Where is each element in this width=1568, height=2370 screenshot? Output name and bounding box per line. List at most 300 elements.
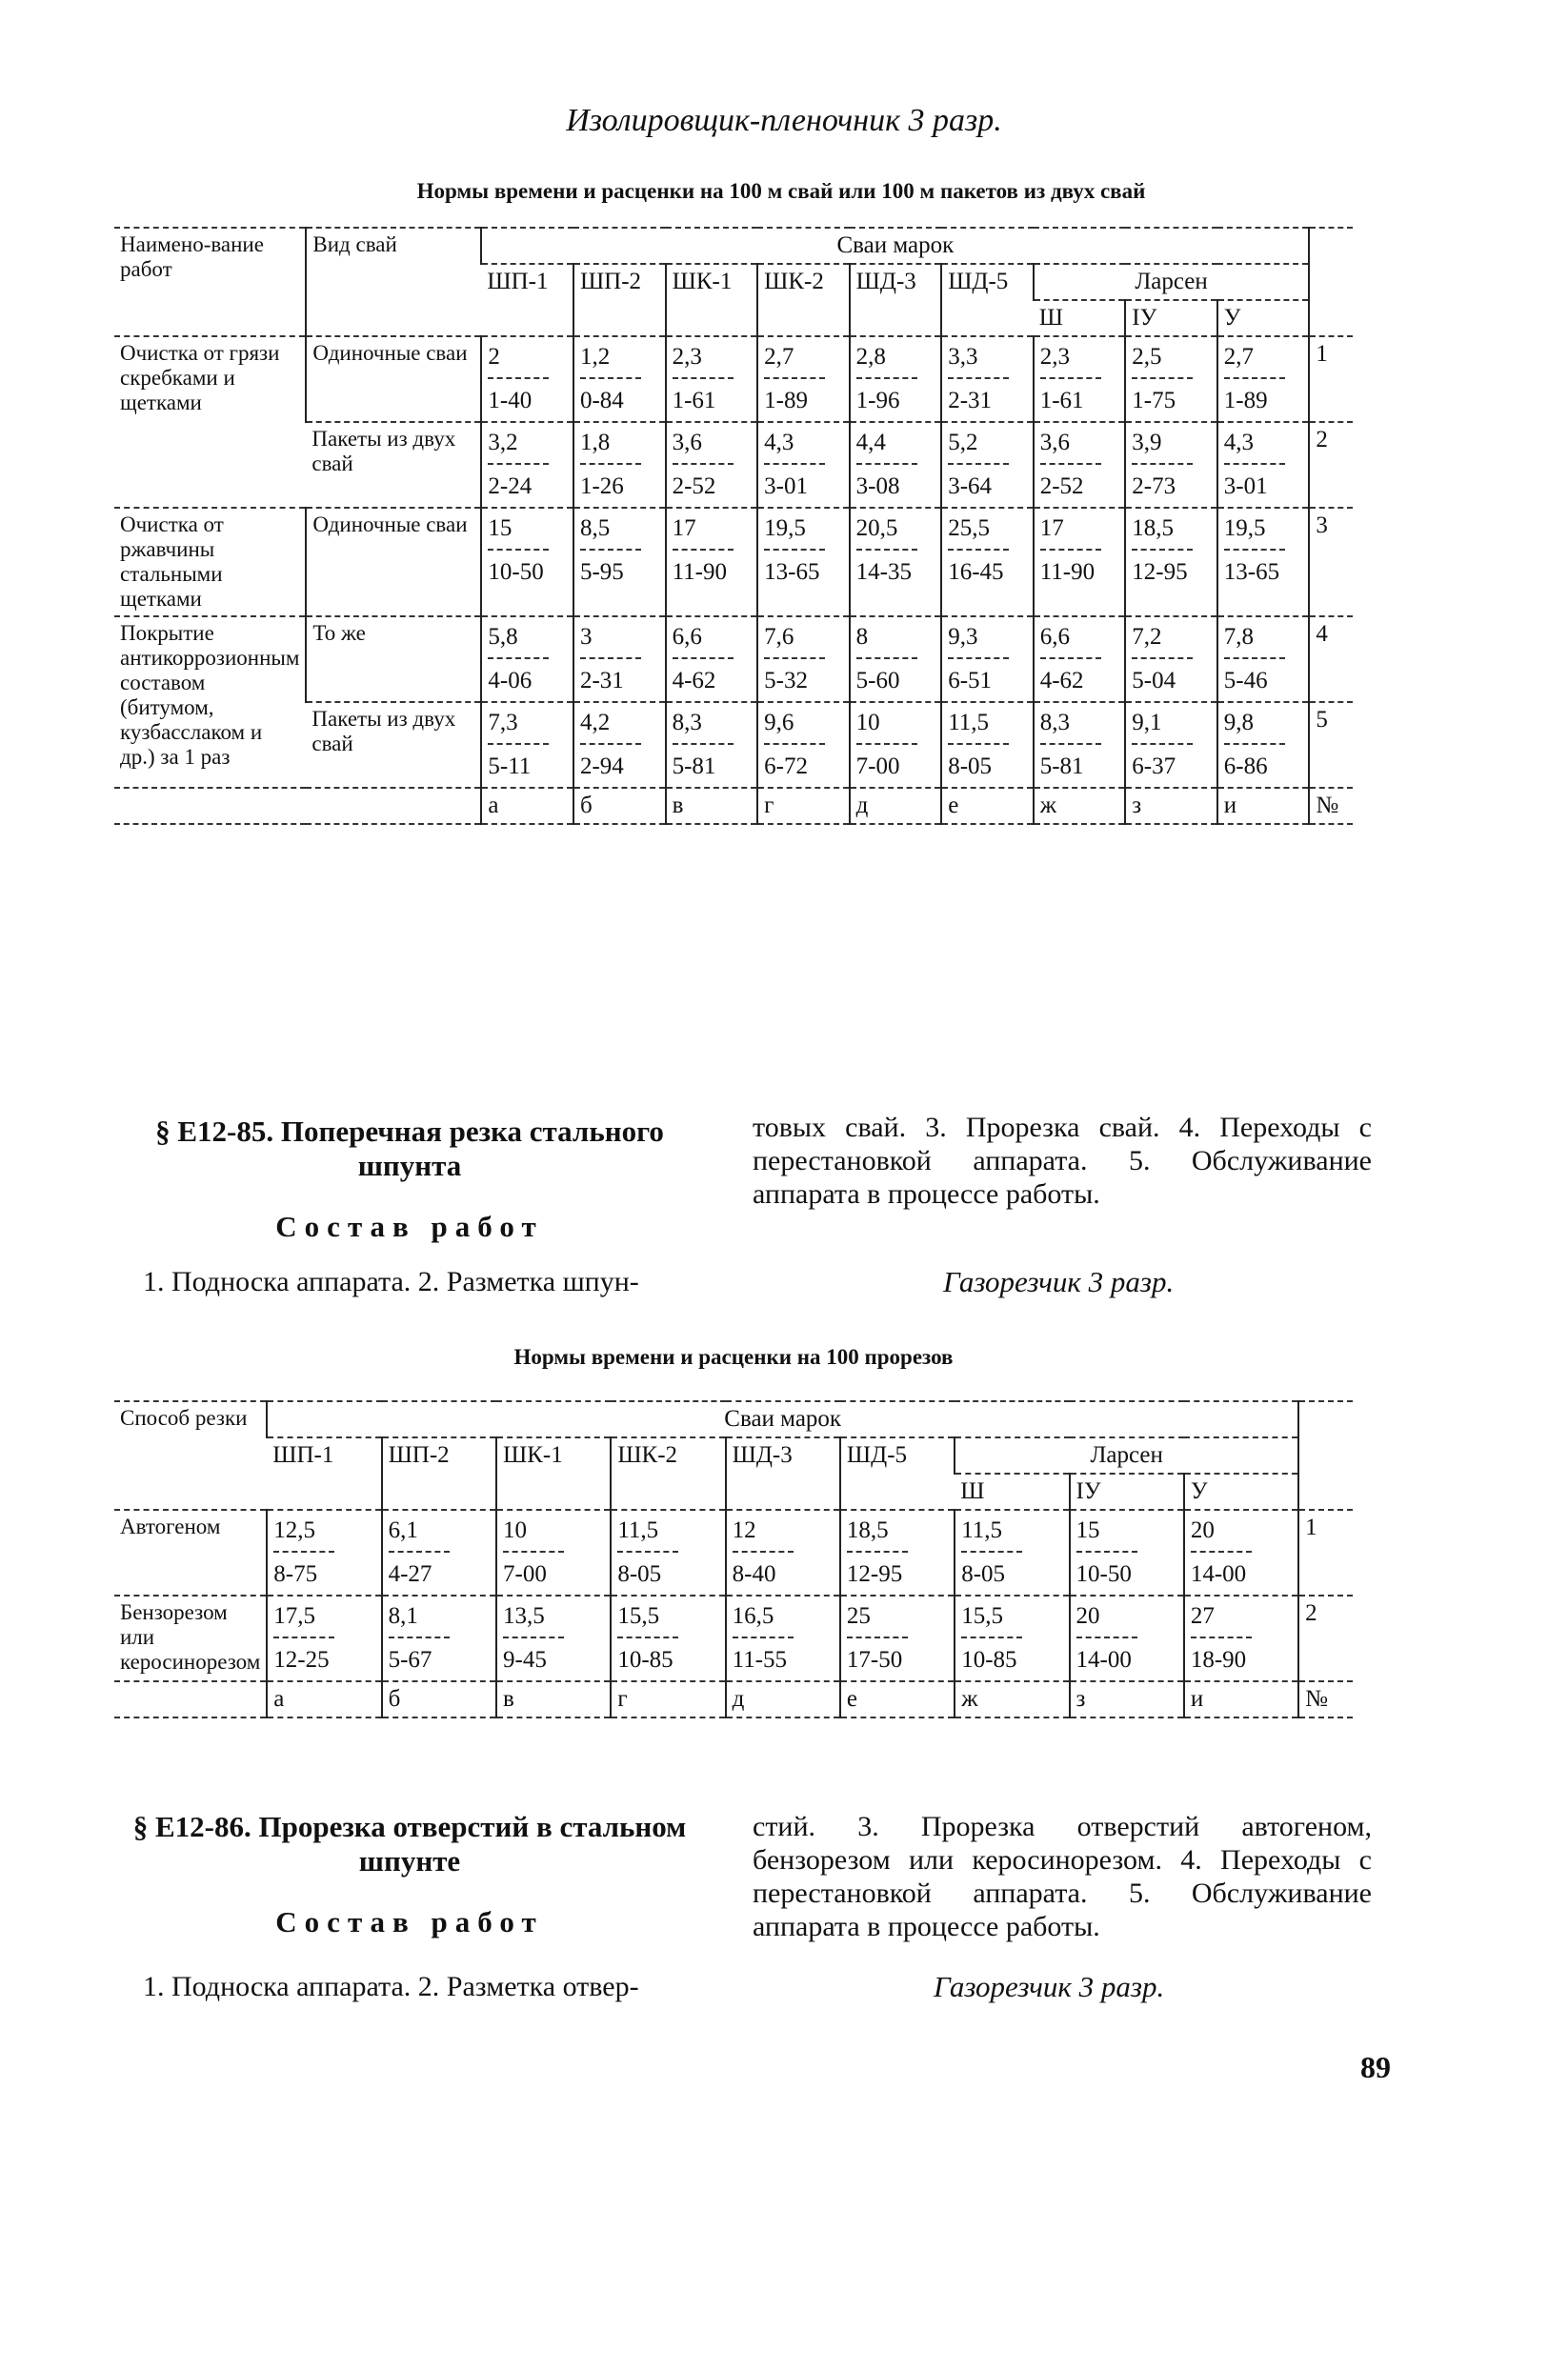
column-letter: ж xyxy=(955,1681,1069,1717)
work-name: Покрытие антикоррозионным составом (битумом, кузбасслаком и др.) за 1 раз xyxy=(114,616,306,788)
value-fraction xyxy=(948,707,1009,783)
rate: 2-31 xyxy=(948,388,993,413)
rate: 8-75 xyxy=(273,1561,318,1587)
value-cell xyxy=(1125,422,1217,508)
time-norm: 8,3 xyxy=(673,707,734,745)
rate: 4-06 xyxy=(488,668,533,693)
header-work-name: Способ резки xyxy=(114,1401,267,1510)
value-fraction xyxy=(1224,341,1285,417)
header-mark: ШК-1 xyxy=(496,1437,611,1510)
header-larsen-sub: Ш xyxy=(1034,300,1126,336)
value-cell xyxy=(1034,508,1126,616)
time-norm: 3 xyxy=(580,621,641,659)
value-fraction xyxy=(856,512,917,589)
time-norm: 15 xyxy=(1076,1515,1137,1553)
section-85-title: § Е12-85. Поперечная резка стального шпунта xyxy=(155,1115,664,1182)
section-85-composition: Состав работ xyxy=(275,1210,544,1243)
value-fraction xyxy=(389,1600,450,1677)
time-norm: 11,5 xyxy=(961,1515,1022,1553)
value-fraction xyxy=(764,427,825,503)
section-86-text-left: 1. Подноска аппарата. 2. Разметка отвер- xyxy=(143,1971,639,2002)
value-fraction xyxy=(1040,621,1101,697)
header-larsen: Ларсен xyxy=(955,1437,1298,1474)
value-fraction xyxy=(856,427,917,503)
row-number: 2 xyxy=(1298,1596,1353,1681)
time-norm: 6,1 xyxy=(389,1515,450,1553)
value-cell xyxy=(757,422,850,508)
value-fraction xyxy=(1132,427,1193,503)
rate: 5-46 xyxy=(1223,668,1268,693)
value-cell xyxy=(1125,616,1217,702)
rate: 13-65 xyxy=(764,559,820,585)
value-cell xyxy=(666,616,758,702)
column-letter: г xyxy=(611,1681,725,1717)
column-letter: д xyxy=(726,1681,840,1717)
value-cell xyxy=(573,616,666,702)
time-norm: 10 xyxy=(503,1515,564,1553)
value-fraction xyxy=(503,1515,564,1591)
time-norm: 17 xyxy=(1040,512,1101,551)
column-letter: б xyxy=(382,1681,496,1717)
column-letter: в xyxy=(496,1681,611,1717)
value-fraction xyxy=(488,707,549,783)
rate: 2-52 xyxy=(1039,473,1084,499)
rate: 2-52 xyxy=(672,473,716,499)
work-name: Очистка от грязи скребками и щетками xyxy=(114,336,306,508)
section-86-worker: Газорезчик 3 разр. xyxy=(934,1970,1165,2003)
column-letter: д xyxy=(850,788,942,824)
time-norm: 3,6 xyxy=(1040,427,1101,465)
rate: 2-73 xyxy=(1132,473,1176,499)
time-norm: 7,6 xyxy=(764,621,825,659)
rate: 5-04 xyxy=(1132,668,1176,693)
column-letter: № xyxy=(1309,788,1353,824)
header-empty xyxy=(1309,228,1353,336)
rate: 2-94 xyxy=(579,753,624,779)
value-cell xyxy=(941,508,1034,616)
column-letter: и xyxy=(1217,788,1310,824)
rate: 8-05 xyxy=(617,1561,662,1587)
value-fraction xyxy=(961,1600,1022,1677)
rate: 1-75 xyxy=(1132,388,1176,413)
rate: 11-55 xyxy=(732,1647,788,1673)
value-fraction xyxy=(856,341,917,417)
header-mark: ШП-2 xyxy=(573,264,666,336)
value-cell xyxy=(1184,1596,1298,1681)
value-fraction xyxy=(764,621,825,697)
value-cell xyxy=(726,1596,840,1681)
page-header: Изолировщик-пленочник 3 разр. xyxy=(566,103,1002,138)
time-norm: 15,5 xyxy=(961,1600,1022,1638)
time-norm: 19,5 xyxy=(1224,512,1285,551)
value-cell xyxy=(726,1510,840,1596)
time-norm: 2,8 xyxy=(856,341,917,379)
value-cell xyxy=(573,336,666,422)
rate: 8-40 xyxy=(732,1561,776,1587)
column-letter: в xyxy=(666,788,758,824)
pile-kind: Одиночные сваи xyxy=(306,336,481,422)
value-fraction xyxy=(1132,512,1193,589)
rate: 2-24 xyxy=(488,473,533,499)
rate: 11-90 xyxy=(1039,559,1096,585)
rate: 14-35 xyxy=(855,559,912,585)
column-letter: е xyxy=(941,788,1034,824)
header-mark: ШК-1 xyxy=(666,264,758,336)
section-85-text-left: 1. Подноска аппарата. 2. Разметка шпун- xyxy=(143,1266,639,1297)
time-norm: 17 xyxy=(673,512,734,551)
rate: 5-81 xyxy=(1039,753,1084,779)
time-norm: 5,2 xyxy=(948,427,1009,465)
rate: 7-00 xyxy=(855,753,900,779)
rate: 4-27 xyxy=(388,1561,432,1587)
rate: 14-00 xyxy=(1190,1561,1247,1587)
rate: 8-05 xyxy=(961,1561,1006,1587)
rate: 6-72 xyxy=(764,753,808,779)
value-cell xyxy=(941,702,1034,788)
value-fraction xyxy=(1040,707,1101,783)
value-cell xyxy=(496,1596,611,1681)
pile-kind: Пакеты из двух свай xyxy=(306,422,481,508)
row-number: 5 xyxy=(1309,702,1353,788)
section-86-composition: Состав работ xyxy=(275,1905,544,1938)
value-cell xyxy=(573,508,666,616)
value-cell xyxy=(850,702,942,788)
header-larsen-sub: ІУ xyxy=(1125,300,1217,336)
value-fraction xyxy=(617,1600,678,1677)
value-fraction xyxy=(1132,707,1193,783)
time-norm: 20,5 xyxy=(856,512,917,551)
value-cell xyxy=(1217,508,1310,616)
value-cell xyxy=(1034,336,1126,422)
header-empty xyxy=(1298,1401,1353,1510)
value-cell xyxy=(840,1510,955,1596)
header-row xyxy=(114,1437,1353,1474)
rate: 1-26 xyxy=(579,473,624,499)
value-cell xyxy=(850,336,942,422)
time-norm: 6,6 xyxy=(1040,621,1101,659)
letters-blank xyxy=(114,1681,267,1717)
time-norm: 3,9 xyxy=(1132,427,1193,465)
value-fraction xyxy=(1191,1600,1252,1677)
value-fraction xyxy=(1132,341,1193,417)
header-row xyxy=(114,228,1353,264)
header-mark: ШК-2 xyxy=(757,264,850,336)
table-row xyxy=(114,336,1353,422)
time-norm: 1,2 xyxy=(580,341,641,379)
value-cell xyxy=(1034,422,1126,508)
time-norm: 9,8 xyxy=(1224,707,1285,745)
rate: 12-95 xyxy=(846,1561,903,1587)
value-cell xyxy=(1184,1510,1298,1596)
column-letter: з xyxy=(1070,1681,1184,1717)
value-fraction xyxy=(580,341,641,417)
value-fraction xyxy=(389,1515,450,1591)
value-cell xyxy=(955,1510,1069,1596)
time-norm: 4,3 xyxy=(764,427,825,465)
time-norm: 18,5 xyxy=(847,1515,908,1553)
time-norm: 2,5 xyxy=(1132,341,1193,379)
norms-table-1 xyxy=(114,227,1353,825)
value-fraction xyxy=(1224,512,1285,589)
value-fraction xyxy=(580,707,641,783)
rate: 18-90 xyxy=(1190,1647,1247,1673)
rate: 7-00 xyxy=(503,1561,547,1587)
value-fraction xyxy=(580,621,641,697)
value-fraction xyxy=(1040,512,1101,589)
time-norm: 15 xyxy=(488,512,549,551)
value-cell xyxy=(666,702,758,788)
time-norm: 27 xyxy=(1191,1600,1252,1638)
time-norm: 6,6 xyxy=(673,621,734,659)
row-number: 3 xyxy=(1309,508,1353,616)
header-mark: ШП-2 xyxy=(382,1437,496,1510)
pile-kind: То же xyxy=(306,616,481,702)
value-fraction xyxy=(764,512,825,589)
value-cell xyxy=(481,336,573,422)
time-norm: 17,5 xyxy=(273,1600,334,1638)
rate: 8-05 xyxy=(948,753,993,779)
value-fraction xyxy=(733,1600,794,1677)
value-fraction xyxy=(673,512,734,589)
rate: 0-84 xyxy=(579,388,624,413)
rate: 13-65 xyxy=(1223,559,1280,585)
section-86-text-right: стий. 3. Прорезка отверстий автогеном, бензорезом или керосинорезом. 4. Переходы с перестановкой аппарата. 5. Обслуживание аппарата в процессе работы. xyxy=(753,1811,1372,1942)
column-letter: а xyxy=(481,788,573,824)
header-pile-kind: Вид свай xyxy=(306,228,481,336)
rate: 12-25 xyxy=(273,1647,330,1673)
rate: 6-37 xyxy=(1132,753,1176,779)
rate: 5-11 xyxy=(488,753,532,779)
value-fraction xyxy=(673,707,734,783)
time-norm: 20 xyxy=(1076,1600,1137,1638)
time-norm: 7,3 xyxy=(488,707,549,745)
value-cell xyxy=(1217,616,1310,702)
value-cell xyxy=(757,336,850,422)
work-name: Очистка от ржавчины стальными щетками xyxy=(114,508,306,616)
header-mark: ШК-2 xyxy=(611,1437,725,1510)
time-norm: 9,3 xyxy=(948,621,1009,659)
rate: 1-89 xyxy=(1223,388,1268,413)
time-norm: 16,5 xyxy=(733,1600,794,1638)
value-fraction xyxy=(1191,1515,1252,1591)
value-cell xyxy=(382,1596,496,1681)
value-fraction xyxy=(1224,621,1285,697)
time-norm: 4,3 xyxy=(1224,427,1285,465)
rate: 10-85 xyxy=(617,1647,673,1673)
value-fraction xyxy=(948,621,1009,697)
time-norm: 2,7 xyxy=(1224,341,1285,379)
value-cell xyxy=(573,422,666,508)
value-cell xyxy=(757,508,850,616)
letters-blank xyxy=(114,788,481,824)
time-norm: 9,6 xyxy=(764,707,825,745)
section-86-title: § Е12-86. Прорезка отверстий в стальном шпунте xyxy=(132,1810,687,1878)
table-row xyxy=(114,1596,1353,1681)
column-letter: б xyxy=(573,788,666,824)
value-fraction xyxy=(617,1515,678,1591)
header-mark: ШП-1 xyxy=(267,1437,381,1510)
rate: 5-32 xyxy=(764,668,808,693)
value-cell xyxy=(267,1596,381,1681)
time-norm: 12 xyxy=(733,1515,794,1553)
rate: 1-96 xyxy=(855,388,900,413)
value-fraction xyxy=(1040,341,1101,417)
value-cell xyxy=(1034,702,1126,788)
time-norm: 1,8 xyxy=(580,427,641,465)
table-row xyxy=(114,1510,1353,1596)
pile-kind: Пакеты из двух свай xyxy=(306,702,481,788)
table-row xyxy=(114,616,1353,702)
time-norm: 25,5 xyxy=(948,512,1009,551)
rate: 2-31 xyxy=(579,668,624,693)
row-number: 2 xyxy=(1309,422,1353,508)
time-norm: 25 xyxy=(847,1600,908,1638)
rate: 12-95 xyxy=(1132,559,1188,585)
value-cell xyxy=(481,616,573,702)
time-norm: 15,5 xyxy=(617,1600,678,1638)
header-work-name: Наимено-вание работ xyxy=(114,228,306,336)
header-mark: ШП-1 xyxy=(481,264,573,336)
table1-caption: Нормы времени и расценки на 100 м свай или 100 м пакетов из двух свай xyxy=(416,179,1146,203)
time-norm: 4,2 xyxy=(580,707,641,745)
value-cell xyxy=(840,1596,955,1681)
time-norm: 19,5 xyxy=(764,512,825,551)
column-letter: з xyxy=(1125,788,1217,824)
column-letter: е xyxy=(840,1681,955,1717)
value-fraction xyxy=(1040,427,1101,503)
rate: 1-40 xyxy=(488,388,533,413)
time-norm: 18,5 xyxy=(1132,512,1193,551)
value-fraction xyxy=(1224,707,1285,783)
time-norm: 8,1 xyxy=(389,1600,450,1638)
column-letter: а xyxy=(267,1681,381,1717)
time-norm: 8 xyxy=(856,621,917,659)
value-cell xyxy=(757,616,850,702)
rate: 3-64 xyxy=(948,473,993,499)
value-fraction xyxy=(764,707,825,783)
value-fraction xyxy=(673,427,734,503)
row-number: 4 xyxy=(1309,616,1353,702)
rate: 6-51 xyxy=(948,668,993,693)
value-cell xyxy=(941,422,1034,508)
rate: 1-89 xyxy=(764,388,808,413)
time-norm: 2 xyxy=(488,341,549,379)
value-cell xyxy=(850,508,942,616)
value-cell xyxy=(611,1596,725,1681)
time-norm: 11,5 xyxy=(617,1515,678,1553)
header-larsen-sub: Ш xyxy=(955,1474,1069,1510)
time-norm: 20 xyxy=(1191,1515,1252,1553)
header-larsen-sub: У xyxy=(1217,300,1310,336)
value-cell xyxy=(1125,508,1217,616)
rate: 10-50 xyxy=(1075,1561,1132,1587)
time-norm: 7,2 xyxy=(1132,621,1193,659)
value-fraction xyxy=(733,1515,794,1591)
time-norm: 4,4 xyxy=(856,427,917,465)
time-norm: 7,8 xyxy=(1224,621,1285,659)
value-cell xyxy=(382,1510,496,1596)
rate: 17-50 xyxy=(846,1647,903,1673)
value-fraction xyxy=(1076,1600,1137,1677)
rate: 4-62 xyxy=(672,668,716,693)
value-cell xyxy=(1125,702,1217,788)
value-cell xyxy=(481,422,573,508)
value-cell xyxy=(850,616,942,702)
value-fraction xyxy=(948,341,1009,417)
cutting-method: Бензорезом или керосинорезом xyxy=(114,1596,267,1681)
time-norm: 9,1 xyxy=(1132,707,1193,745)
table-row xyxy=(114,508,1353,616)
value-fraction xyxy=(673,621,734,697)
time-norm: 5,8 xyxy=(488,621,549,659)
column-letter: и xyxy=(1184,1681,1298,1717)
value-fraction xyxy=(1224,427,1285,503)
rate: 3-01 xyxy=(764,473,808,499)
value-cell xyxy=(1070,1510,1184,1596)
rate: 1-61 xyxy=(672,388,716,413)
value-fraction xyxy=(856,707,917,783)
rate: 11-90 xyxy=(672,559,728,585)
value-fraction xyxy=(273,1600,334,1677)
rate: 1-61 xyxy=(1039,388,1084,413)
time-norm: 11,5 xyxy=(948,707,1009,745)
value-cell xyxy=(1217,422,1310,508)
value-fraction xyxy=(1132,621,1193,697)
time-norm: 13,5 xyxy=(503,1600,564,1638)
value-cell xyxy=(757,702,850,788)
table2-caption: Нормы времени и расценки на 100 прорезов xyxy=(513,1345,954,1369)
value-fraction xyxy=(488,621,549,697)
header-row xyxy=(114,1401,1353,1437)
value-cell xyxy=(1125,336,1217,422)
rate: 9-45 xyxy=(503,1647,547,1673)
time-norm: 8,5 xyxy=(580,512,641,551)
value-fraction xyxy=(856,621,917,697)
time-norm: 12,5 xyxy=(273,1515,334,1553)
page-number: 89 xyxy=(1360,2050,1391,2084)
section-85-worker: Газорезчик 3 разр. xyxy=(943,1265,1175,1298)
value-fraction xyxy=(580,427,641,503)
value-cell xyxy=(1034,616,1126,702)
value-cell xyxy=(1217,336,1310,422)
value-fraction xyxy=(948,512,1009,589)
value-fraction xyxy=(847,1600,908,1677)
time-norm: 3,3 xyxy=(948,341,1009,379)
value-cell xyxy=(666,336,758,422)
header-piles-group: Сваи марок xyxy=(267,1401,1298,1437)
section-85-text-right: товых свай. 3. Прорезка свай. 4. Переходы с перестановкой аппарата. 5. Обслуживание аппарата в процессе работы. xyxy=(753,1112,1372,1210)
rate: 4-62 xyxy=(1039,668,1084,693)
value-fraction xyxy=(1076,1515,1137,1591)
time-norm: 3,6 xyxy=(673,427,734,465)
rate: 5-95 xyxy=(579,559,624,585)
time-norm: 3,2 xyxy=(488,427,549,465)
value-cell xyxy=(1217,702,1310,788)
value-fraction xyxy=(503,1600,564,1677)
value-cell xyxy=(666,508,758,616)
rate: 10-50 xyxy=(488,559,544,585)
header-larsen: Ларсен xyxy=(1034,264,1310,300)
rate: 10-85 xyxy=(961,1647,1017,1673)
rate: 5-60 xyxy=(855,668,900,693)
time-norm: 10 xyxy=(856,707,917,745)
rate: 14-00 xyxy=(1075,1647,1132,1673)
header-mark: ШД-5 xyxy=(840,1437,955,1510)
value-fraction xyxy=(948,427,1009,503)
value-cell xyxy=(267,1510,381,1596)
time-norm: 8,3 xyxy=(1040,707,1101,745)
value-cell xyxy=(481,702,573,788)
